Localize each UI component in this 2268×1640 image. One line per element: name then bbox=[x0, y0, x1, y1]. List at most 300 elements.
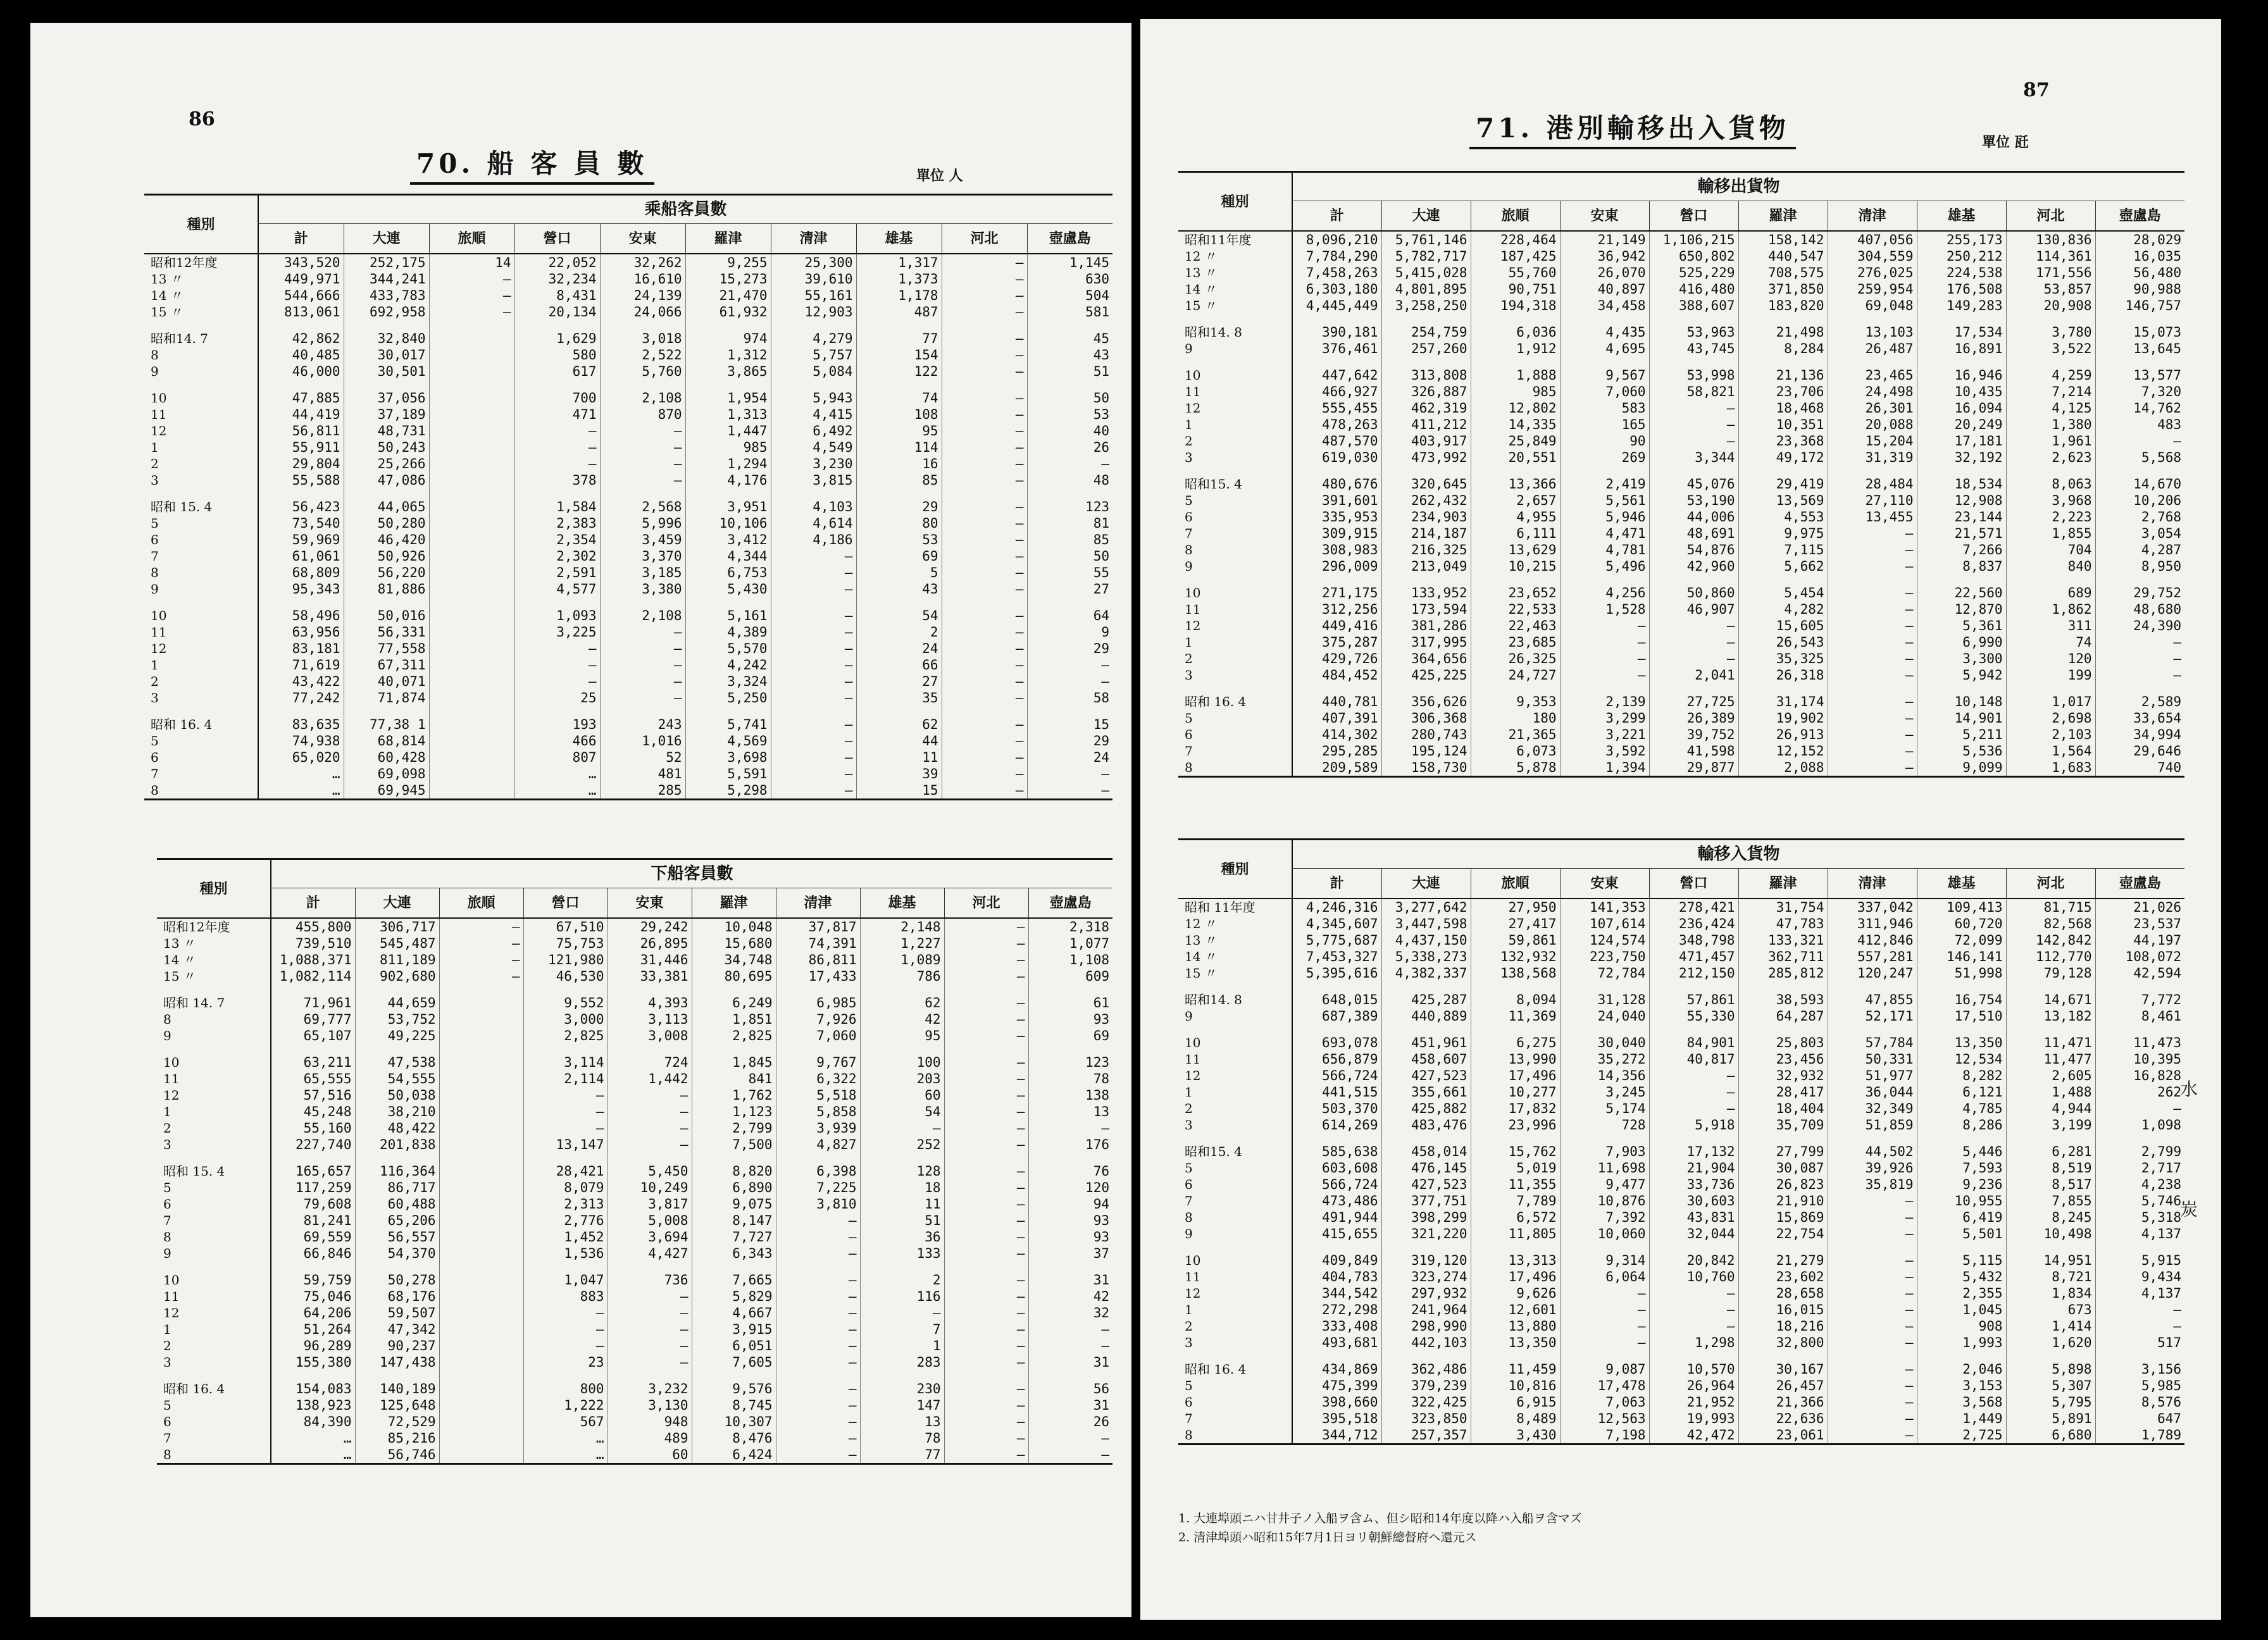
table-cell: 6,322 bbox=[776, 1071, 860, 1087]
table-cell: — bbox=[944, 1179, 1028, 1196]
table-cell: — bbox=[514, 640, 600, 657]
table-cell: 33,381 bbox=[608, 968, 692, 985]
table-cell: 13,313 bbox=[1471, 1242, 1560, 1269]
table-cell: 56 bbox=[1028, 1370, 1112, 1397]
table-cell: 9,087 bbox=[1560, 1351, 1649, 1377]
table-cell: 2,725 bbox=[1917, 1427, 2006, 1444]
table-cell: 223,750 bbox=[1560, 948, 1649, 965]
table-cell: 1,683 bbox=[2006, 759, 2095, 777]
row-label: 1 bbox=[1178, 416, 1292, 433]
table-cell: 62 bbox=[860, 985, 944, 1011]
table-row bbox=[1178, 558, 2184, 575]
table-cell: 1,088,371 bbox=[271, 952, 355, 968]
table-cell: — bbox=[1027, 456, 1112, 472]
table-cell: 209,589 bbox=[1292, 759, 1381, 777]
row-label: 2 bbox=[1178, 650, 1292, 667]
table-row bbox=[1178, 449, 2184, 466]
table-cell: 2,522 bbox=[600, 347, 685, 363]
row-label: 7 bbox=[144, 766, 258, 782]
table-cell: 304,559 bbox=[1828, 248, 1917, 264]
table-cell: 1,106,215 bbox=[1649, 231, 1738, 248]
table-row bbox=[144, 456, 1112, 472]
table-cell: 2,302 bbox=[514, 548, 600, 564]
table-cell: 8,461 bbox=[2095, 1008, 2184, 1024]
table-cell: 4,125 bbox=[2006, 400, 2095, 416]
table-cell: 1,312 bbox=[685, 347, 771, 363]
table-cell: — bbox=[429, 271, 514, 287]
table-row bbox=[1178, 231, 2184, 248]
table-cell: 567 bbox=[523, 1413, 608, 1430]
table-cell: — bbox=[944, 1413, 1028, 1430]
table-cell: 409,849 bbox=[1292, 1242, 1381, 1269]
table-cell: — bbox=[944, 1321, 1028, 1338]
table-cell: 4,389 bbox=[685, 624, 771, 640]
table-cell: — bbox=[776, 1288, 860, 1305]
table-row bbox=[1178, 509, 2184, 525]
table-cell: — bbox=[944, 1120, 1028, 1136]
column-header: 大連 bbox=[1381, 201, 1471, 232]
table-cell: — bbox=[1027, 782, 1112, 800]
table-cell: 22,560 bbox=[1917, 575, 2006, 601]
column-header: 旅順 bbox=[439, 888, 523, 919]
table-cell: 51 bbox=[1027, 363, 1112, 380]
table-cell: 259,954 bbox=[1828, 281, 1917, 297]
table-cell: 85 bbox=[856, 472, 942, 488]
row-label: 7 bbox=[157, 1430, 271, 1446]
table-cell: 26,913 bbox=[1738, 726, 1828, 743]
table-cell: — bbox=[944, 1087, 1028, 1103]
table-cell: 11 bbox=[856, 749, 942, 766]
table-cell: 5,298 bbox=[685, 782, 771, 800]
table-cell: 5,775,687 bbox=[1292, 932, 1381, 948]
table-cell: 23,602 bbox=[1738, 1269, 1828, 1285]
column-header: 大連 bbox=[344, 224, 429, 254]
table-cell: 29 bbox=[856, 488, 942, 515]
column-header: 河北 bbox=[2006, 201, 2095, 232]
left-unit: 單位 人 bbox=[916, 168, 963, 184]
table-cell: 7,789 bbox=[1471, 1193, 1560, 1209]
column-header: 清津 bbox=[776, 888, 860, 919]
table-row bbox=[1178, 1176, 2184, 1193]
table-cell: … bbox=[514, 782, 600, 800]
table-cell: — bbox=[514, 439, 600, 456]
table-cell: 693,078 bbox=[1292, 1024, 1381, 1051]
table-cell: 323,850 bbox=[1381, 1410, 1471, 1427]
table-cell: 375,287 bbox=[1292, 634, 1381, 650]
table-cell: 1,620 bbox=[2006, 1334, 2095, 1351]
table-cell bbox=[439, 1354, 523, 1370]
table-cell: 193 bbox=[514, 706, 600, 733]
table-cell: — bbox=[771, 564, 856, 581]
table-cell: 53 bbox=[1027, 406, 1112, 423]
table-cell: 2,717 bbox=[2095, 1160, 2184, 1176]
table-cell: 146,757 bbox=[2095, 297, 2184, 314]
table-row bbox=[1178, 1160, 2184, 1176]
table-cell: — bbox=[771, 548, 856, 564]
table-cell: 46,420 bbox=[344, 531, 429, 548]
table-cell: 14,762 bbox=[2095, 400, 2184, 416]
column-header: 雄基 bbox=[860, 888, 944, 919]
table-row bbox=[1178, 575, 2184, 601]
table-cell: 23 bbox=[523, 1354, 608, 1370]
table-cell: 7,198 bbox=[1560, 1427, 1649, 1444]
table-row bbox=[144, 733, 1112, 749]
column-header: 計 bbox=[1292, 201, 1381, 232]
row-label: 5 bbox=[144, 733, 258, 749]
table-cell: 1,045 bbox=[1917, 1301, 2006, 1318]
table-cell: 648,015 bbox=[1292, 981, 1381, 1008]
table-cell: — bbox=[600, 423, 685, 439]
table-cell: 51 bbox=[860, 1212, 944, 1229]
table-cell: — bbox=[1560, 667, 1649, 683]
table-row bbox=[1178, 1301, 2184, 1318]
table-row bbox=[1178, 281, 2184, 297]
table-cell: 56,480 bbox=[2095, 264, 2184, 281]
table-cell: 545,487 bbox=[355, 935, 439, 952]
table-cell: 1,373 bbox=[856, 271, 942, 287]
table-cell: 43,422 bbox=[258, 673, 344, 690]
table-cell: — bbox=[1649, 634, 1738, 650]
table-row bbox=[1178, 710, 2184, 726]
table-cell: 95 bbox=[856, 423, 942, 439]
table-cell: 1,145 bbox=[1027, 254, 1112, 271]
table-cell: 40,817 bbox=[1649, 1051, 1738, 1067]
table-cell: 15,204 bbox=[1828, 433, 1917, 449]
table-cell: 481 bbox=[600, 766, 685, 782]
table-cell: 74 bbox=[2006, 634, 2095, 650]
table-cell: 257,357 bbox=[1381, 1427, 1471, 1444]
table-cell: — bbox=[944, 1370, 1028, 1397]
table-cell: 3,430 bbox=[1471, 1427, 1560, 1444]
table-cell: 1,961 bbox=[2006, 433, 2095, 449]
column-header: 羅津 bbox=[685, 224, 771, 254]
table-cell: 72,529 bbox=[355, 1413, 439, 1430]
table-cell: 3,698 bbox=[685, 749, 771, 766]
table-cell: 2,623 bbox=[2006, 449, 2095, 466]
table-cell: 14,335 bbox=[1471, 416, 1560, 433]
table-cell: 82,568 bbox=[2006, 916, 2095, 932]
table-cell: 3,522 bbox=[2006, 340, 2095, 357]
table-cell: 5,795 bbox=[2006, 1394, 2095, 1410]
table-cell: 462,319 bbox=[1381, 400, 1471, 416]
table-cell: 313,808 bbox=[1381, 357, 1471, 383]
table-cell: 12,802 bbox=[1471, 400, 1560, 416]
table-cell: 76 bbox=[1028, 1153, 1112, 1179]
table-cell: 9,767 bbox=[776, 1044, 860, 1071]
table-cell: 24,066 bbox=[600, 304, 685, 320]
table-cell: 79,608 bbox=[271, 1196, 355, 1212]
table-cell: 140,189 bbox=[355, 1370, 439, 1397]
table-cell: 45 bbox=[1027, 320, 1112, 347]
table-cell: 31,128 bbox=[1560, 981, 1649, 1008]
table-cell: 107,614 bbox=[1560, 916, 1649, 932]
row-label: 12 bbox=[1178, 1067, 1292, 1084]
table-cell: 388,607 bbox=[1649, 297, 1738, 314]
table-cell: — bbox=[944, 1044, 1028, 1071]
table-cell: 414,302 bbox=[1292, 726, 1381, 743]
table-cell: 8,063 bbox=[2006, 466, 2095, 492]
table-cell: 13,182 bbox=[2006, 1008, 2095, 1024]
column-header: 河北 bbox=[944, 888, 1028, 919]
table-cell: — bbox=[944, 1397, 1028, 1413]
table-cell: 1,442 bbox=[608, 1071, 692, 1087]
table-row bbox=[144, 581, 1112, 597]
table-cell: 390,181 bbox=[1292, 314, 1381, 340]
table-cell: 11,698 bbox=[1560, 1160, 1649, 1176]
table-cell: 5,741 bbox=[685, 706, 771, 733]
table-cell: 234,903 bbox=[1381, 509, 1471, 525]
table-cell: 2,108 bbox=[600, 597, 685, 624]
table-row bbox=[144, 287, 1112, 304]
table-cell: 44,197 bbox=[2095, 932, 2184, 948]
table-cell: — bbox=[942, 423, 1027, 439]
table-cell: — bbox=[1560, 650, 1649, 667]
table-cell: — bbox=[771, 597, 856, 624]
column-header: 羅津 bbox=[692, 888, 776, 919]
table-group-header: 乘船客員數 bbox=[258, 195, 1112, 224]
table-cell: 51,977 bbox=[1828, 1067, 1917, 1084]
table-row bbox=[1178, 1067, 2184, 1084]
table-cell: 138,923 bbox=[271, 1397, 355, 1413]
table-cell: … bbox=[523, 1446, 608, 1464]
table-cell: 4,553 bbox=[1738, 509, 1828, 525]
row-label: 昭和14. 8 bbox=[1178, 981, 1292, 1008]
table-cell: 15,073 bbox=[2095, 314, 2184, 340]
table-cell: — bbox=[1560, 1318, 1649, 1334]
table-cell: 18,216 bbox=[1738, 1318, 1828, 1334]
table-cell: 650,802 bbox=[1649, 248, 1738, 264]
table-cell: — bbox=[771, 581, 856, 597]
table-cell: 37 bbox=[1028, 1245, 1112, 1262]
table-cell: 7,772 bbox=[2095, 981, 2184, 1008]
table-cell: 133 bbox=[860, 1245, 944, 1262]
table-row bbox=[1178, 357, 2184, 383]
table-cell: 158,142 bbox=[1738, 231, 1828, 248]
row-label: 15 〃 bbox=[1178, 297, 1292, 314]
table-cell: 2,108 bbox=[600, 380, 685, 406]
table-cell: 16 bbox=[856, 456, 942, 472]
table-cell: 75,046 bbox=[271, 1288, 355, 1305]
table-cell: 24,727 bbox=[1471, 667, 1560, 683]
table-row bbox=[1178, 1269, 2184, 1285]
row-label: 12 bbox=[157, 1087, 271, 1103]
row-label: 2 bbox=[144, 673, 258, 690]
table-cell: 3,344 bbox=[1649, 449, 1738, 466]
table-cell: 19,902 bbox=[1738, 710, 1828, 726]
table-cell: 692,958 bbox=[344, 304, 429, 320]
table-cell: 3,054 bbox=[2095, 525, 2184, 542]
table-cell: 9,353 bbox=[1471, 683, 1560, 710]
row-label: 昭和12年度 bbox=[144, 254, 258, 271]
table-cell: 54,555 bbox=[355, 1071, 439, 1087]
table-cell: 326,887 bbox=[1381, 383, 1471, 400]
row-label: 3 bbox=[1178, 1334, 1292, 1351]
table-cell: — bbox=[2095, 1301, 2184, 1318]
table-cell: — bbox=[1649, 1067, 1738, 1084]
table-cell: — bbox=[942, 472, 1027, 488]
table-cell: 22,533 bbox=[1471, 601, 1560, 618]
table-row bbox=[157, 1212, 1112, 1229]
table-cell: 28,029 bbox=[2095, 231, 2184, 248]
table-cell: 9,975 bbox=[1738, 525, 1828, 542]
table-cell: 61 bbox=[1028, 985, 1112, 1011]
table-row bbox=[144, 254, 1112, 271]
table-cell: 323,274 bbox=[1381, 1269, 1471, 1285]
table-cell: 4,137 bbox=[2095, 1285, 2184, 1301]
table-cell: 28,417 bbox=[1738, 1084, 1828, 1100]
row-label: 昭和15. 4 bbox=[1178, 466, 1292, 492]
table-cell: 8,284 bbox=[1738, 340, 1828, 357]
row-label: 11 bbox=[157, 1288, 271, 1305]
row-label: 11 bbox=[1178, 1051, 1292, 1067]
table-cell: 116,364 bbox=[355, 1153, 439, 1179]
table-row bbox=[157, 1120, 1112, 1136]
table-cell: 100 bbox=[860, 1044, 944, 1071]
table-cell: 236,424 bbox=[1649, 916, 1738, 932]
table-row bbox=[1178, 297, 2184, 314]
table-cell: 2,698 bbox=[2006, 710, 2095, 726]
table-row bbox=[1178, 948, 2184, 965]
table-cell: 20,249 bbox=[1917, 416, 2006, 433]
table-cell: 13,645 bbox=[2095, 340, 2184, 357]
table-cell: 33,736 bbox=[1649, 1176, 1738, 1193]
table-cell: 56,331 bbox=[344, 624, 429, 640]
table-cell: 4,695 bbox=[1560, 340, 1649, 357]
row-label: 9 bbox=[144, 363, 258, 380]
table-cell: 476,145 bbox=[1381, 1160, 1471, 1176]
table-row bbox=[1178, 400, 2184, 416]
table-cell: — bbox=[1828, 575, 1917, 601]
table-cell: 1,222 bbox=[523, 1397, 608, 1413]
table-cell: — bbox=[1027, 766, 1112, 782]
table-cell bbox=[429, 766, 514, 782]
table-cell: 10,351 bbox=[1738, 416, 1828, 433]
table-cell: 2,088 bbox=[1738, 759, 1828, 777]
table-cell: 27,110 bbox=[1828, 492, 1917, 509]
table-cell: 69 bbox=[1028, 1028, 1112, 1044]
table-cell: 16,015 bbox=[1738, 1301, 1828, 1318]
table-cell: 23,144 bbox=[1917, 509, 2006, 525]
table-cell: 398,660 bbox=[1292, 1394, 1381, 1410]
table-cell: 297,932 bbox=[1381, 1285, 1471, 1301]
table-cell: 55,760 bbox=[1471, 264, 1560, 281]
table-cell: 4,256 bbox=[1560, 575, 1649, 601]
table-row bbox=[1178, 264, 2184, 281]
table-cell: … bbox=[258, 766, 344, 782]
table-cell: 50,331 bbox=[1828, 1051, 1917, 1067]
table-cell: 62 bbox=[856, 706, 942, 733]
table-row bbox=[157, 1028, 1112, 1044]
table-row bbox=[144, 624, 1112, 640]
table-cell: 6,281 bbox=[2006, 1133, 2095, 1160]
table-cell: 391,601 bbox=[1292, 492, 1381, 509]
row-label: 9 bbox=[157, 1245, 271, 1262]
table-cell: 1,954 bbox=[685, 380, 771, 406]
table-cell: 133,321 bbox=[1738, 932, 1828, 948]
table-cell: — bbox=[608, 1103, 692, 1120]
row-label: 昭和 15. 4 bbox=[157, 1153, 271, 1179]
table-cell: 5,943 bbox=[771, 380, 856, 406]
column-header: 營口 bbox=[523, 888, 608, 919]
table-cell: 1,294 bbox=[685, 456, 771, 472]
row-label: 1 bbox=[144, 439, 258, 456]
table-cell: — bbox=[776, 1262, 860, 1288]
table-cell: 17,496 bbox=[1471, 1269, 1560, 1285]
table-cell: 9,075 bbox=[692, 1196, 776, 1212]
table-cell: 8,517 bbox=[2006, 1176, 2095, 1193]
table-cell: 28,658 bbox=[1738, 1285, 1828, 1301]
table-cell: — bbox=[942, 488, 1027, 515]
table-row bbox=[1178, 759, 2184, 777]
table-cell: — bbox=[523, 1305, 608, 1321]
table-cell: 786 bbox=[860, 968, 944, 985]
table-cell: — bbox=[1649, 1318, 1738, 1334]
table-cell: 11,805 bbox=[1471, 1226, 1560, 1242]
table-cell: 199 bbox=[2006, 667, 2095, 683]
table-cell: 29,419 bbox=[1738, 466, 1828, 492]
table-cell: 377,751 bbox=[1381, 1193, 1471, 1209]
table-cell: 69,777 bbox=[271, 1011, 355, 1028]
table-cell: 230 bbox=[860, 1370, 944, 1397]
table-cell: 1,452 bbox=[523, 1229, 608, 1245]
table-cell: 10,277 bbox=[1471, 1084, 1560, 1100]
table-row bbox=[1178, 383, 2184, 400]
table-cell: 5,518 bbox=[776, 1087, 860, 1103]
table-cell: 83,635 bbox=[258, 706, 344, 733]
table-cell: 3,300 bbox=[1917, 650, 2006, 667]
row-label: 昭和15. 4 bbox=[1178, 1133, 1292, 1160]
table-cell: 1,762 bbox=[692, 1087, 776, 1103]
table-cell: 85,216 bbox=[355, 1430, 439, 1446]
table-cell: 4,577 bbox=[514, 581, 600, 597]
table-cell: 517 bbox=[2095, 1334, 2184, 1351]
row-label: 3 bbox=[157, 1354, 271, 1370]
table-cell: 455,800 bbox=[271, 918, 355, 935]
table-row bbox=[157, 952, 1112, 968]
table-cell: 6,680 bbox=[2006, 1427, 2095, 1444]
table-cell: 173,594 bbox=[1381, 601, 1471, 618]
table-cell: 29,242 bbox=[608, 918, 692, 935]
table-cell: 8,476 bbox=[692, 1430, 776, 1446]
table-cell: 4,279 bbox=[771, 320, 856, 347]
table-cell: — bbox=[860, 1305, 944, 1321]
table-cell: 13,147 bbox=[523, 1136, 608, 1153]
table-row bbox=[1178, 340, 2184, 357]
table-row bbox=[1178, 981, 2184, 1008]
table-cell: — bbox=[942, 597, 1027, 624]
table-cell: 1,313 bbox=[685, 406, 771, 423]
table-cell: 2,148 bbox=[860, 918, 944, 935]
row-label: 1 bbox=[1178, 634, 1292, 650]
table-cell: 17,832 bbox=[1471, 1100, 1560, 1117]
table-cell: 7,453,327 bbox=[1292, 948, 1381, 965]
table-cell: 30,603 bbox=[1649, 1193, 1738, 1209]
table-cell: 280,743 bbox=[1381, 726, 1471, 743]
table-cell: 296,009 bbox=[1292, 558, 1381, 575]
table-cell: 2,354 bbox=[514, 531, 600, 548]
table-cell: 736 bbox=[608, 1262, 692, 1288]
row-label: 15 〃 bbox=[144, 304, 258, 320]
table-cell: 21,571 bbox=[1917, 525, 2006, 542]
table-cell: 11 bbox=[860, 1196, 944, 1212]
table-cell: 69,098 bbox=[344, 766, 429, 782]
table-cell: 17,510 bbox=[1917, 1008, 2006, 1024]
row-label: 9 bbox=[157, 1028, 271, 1044]
table-row bbox=[157, 1153, 1112, 1179]
table-cell: 2,799 bbox=[2095, 1133, 2184, 1160]
table-cell: — bbox=[776, 1305, 860, 1321]
table-cell: — bbox=[1028, 1430, 1112, 1446]
